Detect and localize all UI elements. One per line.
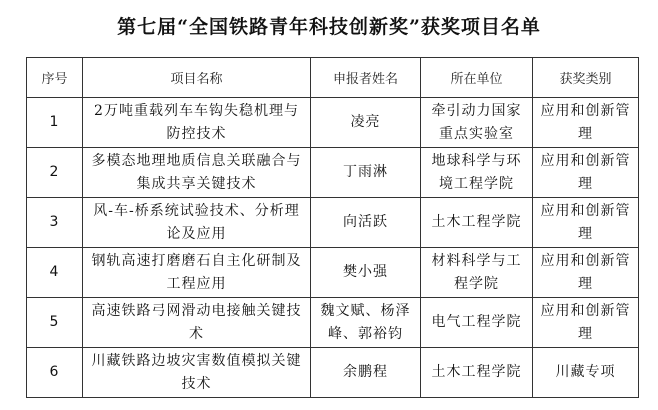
row-applicant: 余鹏程: [311, 348, 421, 398]
document-title: 第七届“全国铁路青年科技创新奖”获奖项目名单: [117, 16, 541, 38]
row-project-name: 川藏铁路边坡灾害数值模拟关键技术: [83, 348, 311, 398]
row-applicant: 凌亮: [311, 98, 421, 148]
row-unit: 电气工程学院: [421, 298, 533, 348]
row-category: 川藏专项: [533, 348, 639, 398]
row-category: 应用和创新管理: [533, 148, 639, 198]
row-applicant: 丁雨淋: [311, 148, 421, 198]
table-row: [27, 148, 639, 198]
row-unit: 地球科学与环境工程学院: [421, 148, 533, 198]
row-unit: 牵引动力国家重点实验室: [421, 98, 533, 148]
header-project-name: 项目名称: [83, 58, 311, 98]
header-applicant: 申报者姓名: [311, 58, 421, 98]
header-unit: 所在单位: [421, 58, 533, 98]
row-project-name: 风-车-桥系统试验技术、分析理论及应用: [83, 198, 311, 248]
table-header-row: [27, 58, 639, 98]
header-category: 获奖类别: [533, 58, 639, 98]
row-applicant: 向活跃: [311, 198, 421, 248]
row-project-name: 多模态地理地质信息关联融合与集成共享关键技术: [83, 148, 311, 198]
row-applicant: 魏文赋、杨泽峰、郭裕钧: [311, 298, 421, 348]
row-index: 5: [27, 298, 83, 348]
row-category: 应用和创新管理: [533, 198, 639, 248]
row-category: 应用和创新管理: [533, 98, 639, 148]
row-project-name: 钢轨高速打磨磨石自主化研制及工程应用: [83, 248, 311, 298]
table-row: [27, 348, 639, 398]
row-project-name: 高速铁路弓网滑动电接触关键技术: [83, 298, 311, 348]
row-index: 3: [27, 198, 83, 248]
row-index: 1: [27, 98, 83, 148]
row-unit: 土木工程学院: [421, 348, 533, 398]
row-unit: 土木工程学院: [421, 198, 533, 248]
table-row: [27, 248, 639, 298]
header-index: 序号: [27, 58, 83, 98]
table-row: [27, 198, 639, 248]
award-list-table: [26, 57, 639, 398]
row-index: 4: [27, 248, 83, 298]
row-index: 2: [27, 148, 83, 198]
row-unit: 材料科学与工程学院: [421, 248, 533, 298]
row-category: 应用和创新管理: [533, 248, 639, 298]
row-category: 应用和创新管理: [533, 298, 639, 348]
row-project-name: 2万吨重载列车车钩失稳机理与防控技术: [83, 98, 311, 148]
row-applicant: 樊小强: [311, 248, 421, 298]
row-index: 6: [27, 348, 83, 398]
table-row: [27, 298, 639, 348]
table-row: [27, 98, 639, 148]
